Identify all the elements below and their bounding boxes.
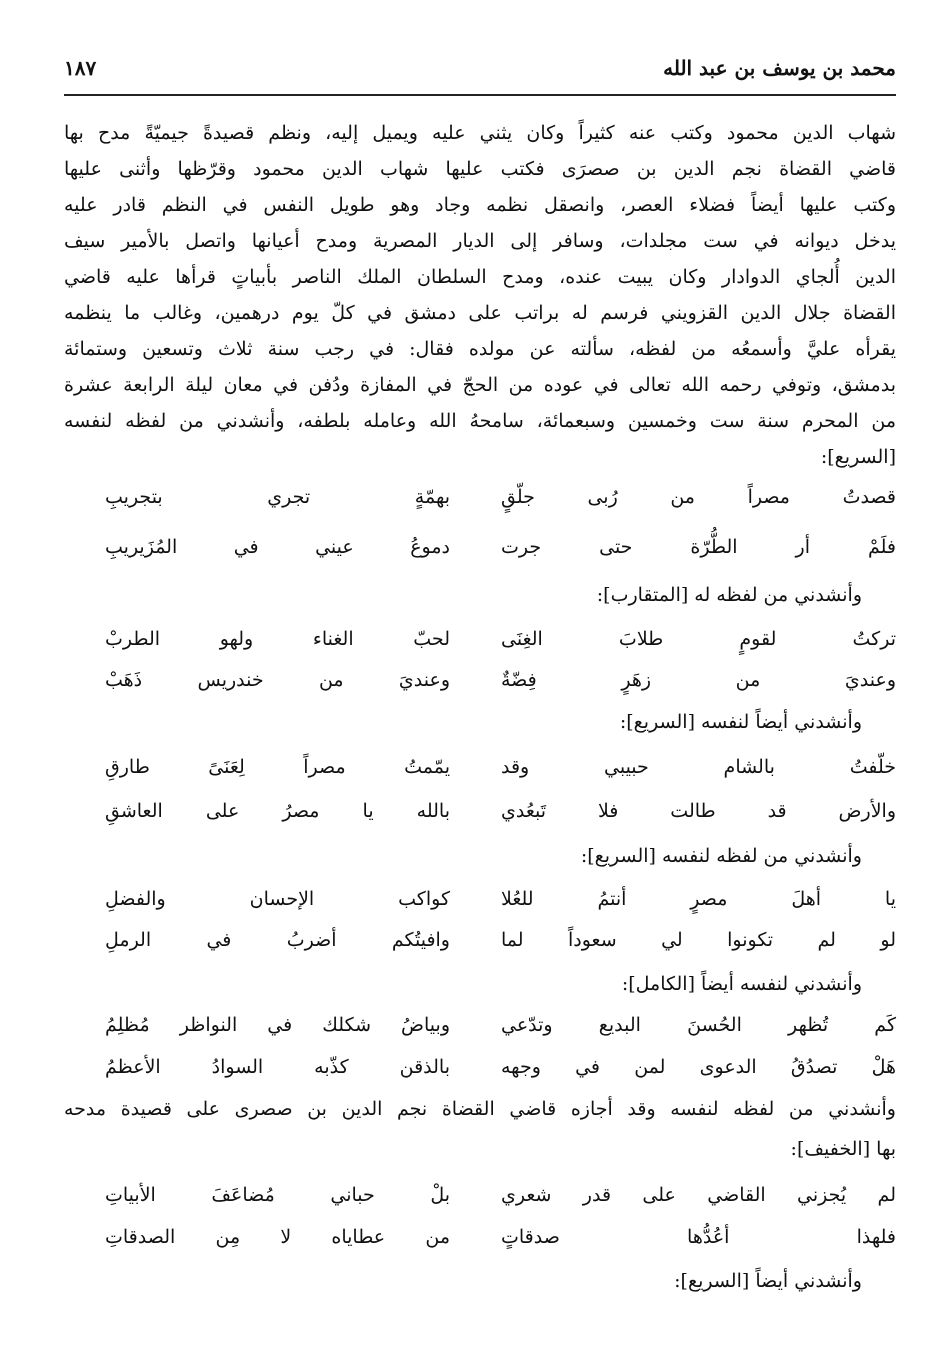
verse-second-hemistich: وافيتُكم أضربُ في الرملِ	[105, 929, 450, 951]
text-line: يقرأه عليَّ وأسمعُه من لفظه، سألته عن مولده فقال: في رجب سنة ثلاث وتسعين وستمائة	[64, 338, 896, 360]
verse-first-hemistich: لم يُجزني القاضي على قدر شعري	[501, 1184, 896, 1206]
text-line: وكتب عليها أيضاً فضلاء العصر، وانصقل نظمه وجاد وهو طويل النفس في النظم قادر عليه	[64, 194, 896, 216]
poem-intro: وأنشدني من لفظه لنفسه وقد أجازه قاضي القضاة نجم الدين بن صصرى على قصيدة مدحه	[64, 1098, 896, 1120]
verse-first-hemistich: تركتُ لقومٍ طلابَ الغِنَى	[501, 628, 896, 650]
verse-second-hemistich: يمّمتُ مصراً لِعَنَىً طارقِ	[105, 756, 450, 778]
text-line: شهاب الدين محمود وكتب عنه كثيراً وكان يثني عليه ويميل إليه، ونظم قصيدةً جيميّةً مدح بها	[64, 122, 896, 144]
verse-second-hemistich: من عطاياه لا مِن الصدقاتِ	[105, 1226, 450, 1248]
text-line: القضاة جلال الدين القزويني فرسم له براتب على دمشق في كلّ يوم درهمين، وغالب ما ينظمه	[64, 302, 896, 324]
verse-second-hemistich: بالله يا مصرُ على العاشقِ	[105, 800, 450, 822]
poem-intro: وأنشدني أيضاً لنفسه [السريع]:	[619, 711, 862, 733]
verse-second-hemistich: وبياضُ شكلك في النواظر مُظلِمُ	[105, 1014, 450, 1036]
verse-first-hemistich: يا أهلَ مصرٍ أنتمُ للعُلا	[501, 888, 896, 910]
text-line: يدخل ديوانه في ست مجلدات، وسافر إلى الديار المصرية ومدح أعيانها واتصل بالأمير سيف	[64, 230, 896, 252]
running-header-title: محمد بن يوسف بن عبد الله	[663, 56, 896, 80]
verse-second-hemistich: وعنديَ من خندريس ذَهَبْ	[105, 669, 450, 691]
text-line: من المحرم سنة ست وخمسين وسبعمائة، سامحهُ الله وعامله بلطفه، وأنشدني من لفظه لنفسه	[64, 410, 896, 432]
verse-second-hemistich: بلْ حباني مُضاعَفَ الأبياتِ	[105, 1184, 450, 1206]
verse-first-hemistich: هَلْ تصدُقُ الدعوى لمن في وجهه	[501, 1056, 896, 1078]
text-line: قاضي القضاة نجم الدين بن صصرَى فكتب عليها شهاب الدين محمود وقرّظها وأثنى عليها	[64, 158, 896, 180]
verse-second-hemistich: كواكب الإحسان والفضلِ	[105, 888, 450, 910]
verse-first-hemistich: والأرض قد طالت فلا تَبعُدي	[501, 800, 896, 822]
verse-first-hemistich: لو لم تكونوا لي سعوداً لما	[501, 929, 896, 951]
verse-first-hemistich: فلَمْ أر الطُّرّة حتى جرت	[501, 536, 896, 558]
verse-second-hemistich: دموعُ عيني في المُزَيريبِ	[105, 536, 450, 558]
verse-first-hemistich: وعنديَ من زهَرٍ فِضّةٌ	[501, 669, 896, 691]
verse-first-hemistich: فلهذا أعُدُّها صدقاتٍ	[501, 1226, 896, 1248]
page-number: ١٨٧	[64, 56, 97, 80]
poem-intro: بها [الخفيف]:	[790, 1138, 896, 1160]
text-line: الدين أُلجاي الدوادار وكان يبيت عنده، ومدح السلطان الملك الناصر بأبياتٍ قرأها عليه قاضي	[64, 266, 896, 288]
verse-first-hemistich: كَم تُظهر الحُسنَ البديع وتدّعي	[501, 1014, 896, 1036]
poem-intro: وأنشدني من لفظه له [المتقارب]:	[596, 584, 862, 606]
verse-first-hemistich: قصدتُ مصراً من رُبى جلّقٍ	[501, 486, 896, 508]
poem-intro: وأنشدني من لفظه لنفسه [السريع]:	[580, 845, 862, 867]
text-line: [السريع]:	[820, 446, 896, 468]
text-line: بدمشق، وتوفي رحمه الله تعالى في عوده من الحجّ في المفازة ودُفن في معان ليلة الرابعة عشرة	[64, 374, 896, 396]
verse-second-hemistich: بهمّةٍ تجري بتجريبِ	[105, 486, 450, 508]
verse-second-hemistich: لحبّ الغناء ولهو الطربْ	[105, 628, 450, 650]
closing-intro: وأنشدني أيضاً [السريع]:	[674, 1270, 862, 1292]
header-rule	[64, 94, 896, 96]
verse-first-hemistich: خلّفتُ بالشام حبيبي وقد	[501, 756, 896, 778]
verse-second-hemistich: بالذقن كذّبه السوادُ الأعظمُ	[105, 1056, 450, 1078]
poem-intro: وأنشدني لنفسه أيضاً [الكامل]:	[621, 973, 862, 995]
